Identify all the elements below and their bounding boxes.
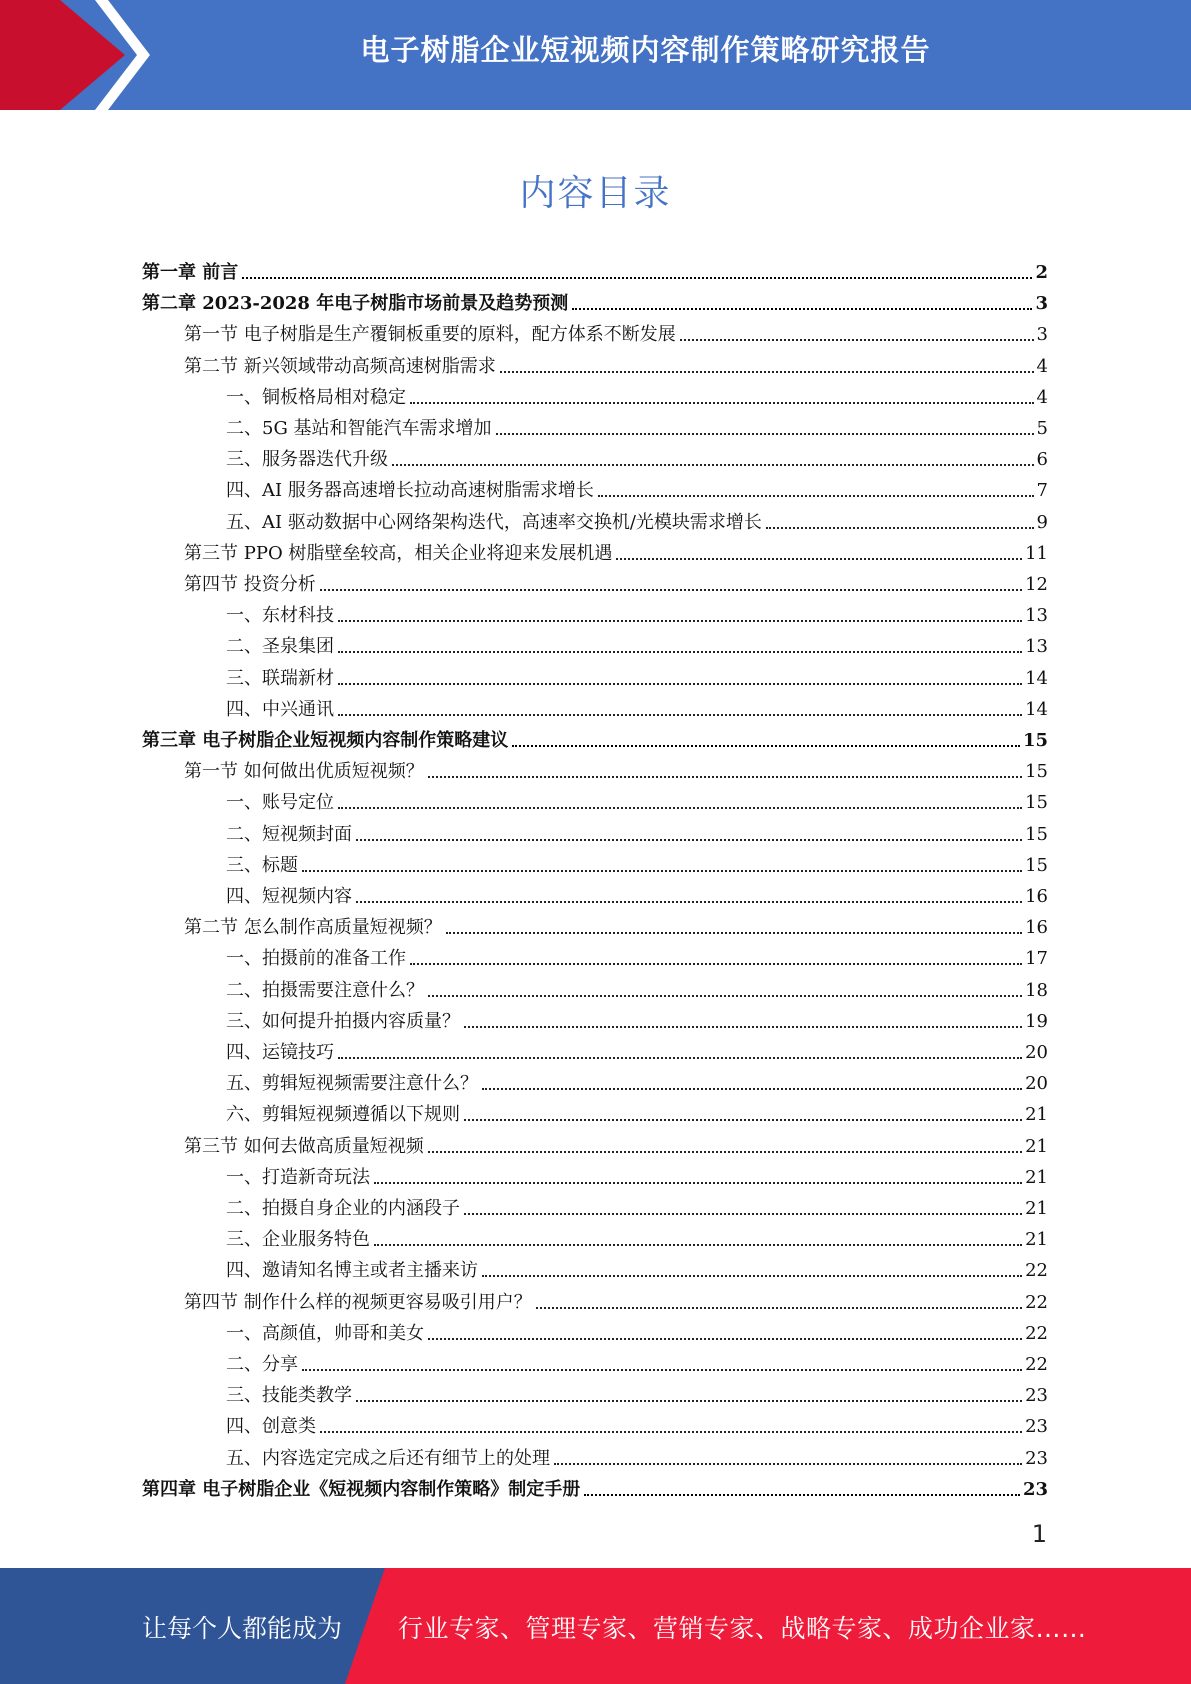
toc-entry-page: 19 [1025,1010,1048,1032]
toc-entry-page: 22 [1025,1322,1048,1344]
toc-entry-page: 13 [1025,636,1048,658]
toc-entry[interactable] [226,1251,1048,1282]
toc-leader-dots [464,1119,1022,1121]
toc-entry[interactable] [226,503,1048,534]
toc-entry[interactable] [226,409,1048,440]
toc-entry-page: 23 [1025,1447,1048,1469]
toc-entry-title: 第一节 如何做出优质短视频？ [184,761,424,783]
toc-leader-dots [242,277,1032,279]
toc-entry[interactable] [184,908,1048,939]
toc-leader-dots [338,807,1022,809]
toc-entry[interactable] [142,284,1048,315]
toc-entry-title: 五、剪辑短视频需要注意什么？ [226,1073,478,1095]
toc-leader-dots [338,1057,1022,1059]
toc-entry[interactable] [226,378,1048,409]
toc-entry-page: 21 [1025,1104,1048,1126]
toc-entry[interactable] [226,971,1048,1002]
toc-entry-page: 20 [1025,1042,1048,1063]
toc-entry-title: 二、分享 [226,1354,298,1375]
toc-entry[interactable] [226,815,1048,846]
toc-leader-dots [338,620,1022,622]
toc-entry-title: 一、铜板格局相对稳定 [226,386,406,408]
toc-entry-page: 18 [1025,979,1048,1001]
toc-entry-title: 二、圣泉集团 [226,636,334,658]
toc-entry-page: 15 [1025,854,1048,876]
toc-entry-page: 15 [1022,730,1048,751]
toc-entry-page: 20 [1025,1073,1048,1095]
toc-entry-title: 六、剪辑短视频遵循以下规则 [226,1104,460,1126]
toc-entry[interactable] [142,1470,1048,1501]
toc-entry-title: 四、AI 服务器高速增长拉动高速树脂需求增长 [226,480,594,502]
toc-entry-page: 23 [1025,1385,1048,1407]
toc-entry[interactable] [184,565,1048,596]
toc-entry[interactable] [226,783,1048,814]
toc-entry[interactable] [226,1189,1048,1220]
toc-entry[interactable] [184,347,1048,378]
toc-entry-page: 22 [1025,1354,1048,1375]
toc-entry-title: 第一章 前言 [142,262,239,283]
toc-entry-title: 三、服务器迭代升级 [226,449,388,471]
toc-entry-page: 9 [1036,511,1048,533]
toc-leader-dots [356,1400,1022,1402]
toc-entry[interactable] [226,1407,1048,1438]
toc-leader-dots [482,1088,1022,1090]
footer-slogan-left: 让每个人都能成为 [142,1614,343,1643]
toc-leader-dots [464,1213,1022,1215]
toc-entry[interactable] [226,1158,1048,1189]
toc-entry[interactable] [226,440,1048,471]
toc-entry-page: 4 [1036,386,1048,408]
toc-leader-dots [496,433,1034,435]
toc-entry[interactable] [226,1033,1048,1064]
toc-leader-dots [410,402,1034,404]
toc-entry-page: 21 [1025,1135,1048,1157]
toc-entry[interactable] [226,1314,1048,1345]
page-number: 1 [1031,1520,1047,1548]
toc-entry-title: 四、创意类 [226,1416,316,1438]
toc-entry-title: 一、高颜值，帅哥和美女 [226,1322,424,1344]
toc-leader-dots [320,589,1022,591]
toc-entry[interactable] [226,1002,1048,1033]
toc-entry-page: 23 [1025,1416,1048,1438]
toc-leader-dots [572,308,1032,310]
toc-entry-page: 3 [1036,324,1048,346]
toc-leader-dots [598,495,1034,497]
toc-entry[interactable] [226,1220,1048,1251]
toc-entry-page: 3 [1035,293,1048,315]
toc-entry[interactable] [226,1439,1048,1470]
toc-entry-title: 四、邀请知名博主或者主播来访 [226,1260,478,1282]
toc-leader-dots [338,651,1022,653]
toc-entry[interactable] [184,1283,1048,1314]
toc-entry-title: 二、拍摄自身企业的内涵段子 [226,1198,460,1219]
toc-entry-title: 第四章 电子树脂企业《短视频内容制作策略》制定手册 [142,1478,581,1500]
toc-entry-page: 16 [1025,917,1048,939]
toc-entry-title: 第四节 制作什么样的视频更容易吸引用户？ [184,1291,532,1313]
toc-entry-page: 21 [1025,1166,1048,1188]
toc-leader-dots [356,901,1022,903]
toc-leader-dots [356,839,1022,841]
toc-entry-title: 四、运镜技巧 [226,1042,334,1063]
toc-entry-title: 二、短视频封面 [226,823,352,845]
toc-entry[interactable] [226,1376,1048,1407]
toc-leader-dots [410,963,1022,965]
toc-entry-title: 第四节 投资分析 [184,574,316,595]
toc-entry-title: 第三章 电子树脂企业短视频内容制作策略建议 [142,730,509,751]
toc-entry[interactable] [226,690,1048,721]
toc-entry-page: 14 [1025,698,1048,720]
toc-entry-page: 21 [1025,1198,1048,1219]
toc-entry-title: 一、账号定位 [226,792,334,814]
toc-leader-dots [616,558,1022,560]
toc-entry-page: 15 [1025,823,1048,845]
toc-entry-page: 14 [1025,667,1048,689]
toc-entry-title: 第三节 PPO 树脂壁垒较高，相关企业将迎来发展机遇 [184,542,613,564]
toc-entry[interactable] [226,627,1048,658]
toc-entry-page: 15 [1025,792,1048,814]
toc-entry[interactable] [226,846,1048,877]
toc-entry-title: 五、内容选定完成之后还有细节上的处理 [226,1447,550,1469]
toc-entry-title: 第二节 新兴领域带动高频高速树脂需求 [184,355,496,377]
toc-leader-dots [338,683,1022,685]
toc-entry[interactable] [226,1095,1048,1126]
toc-leader-dots [320,1431,1022,1433]
toc-entry-title: 二、5G 基站和智能汽车需求增加 [226,418,492,439]
toc-leader-dots [428,1151,1022,1153]
toc-leader-dots [338,714,1022,716]
toc-entry[interactable] [226,596,1048,627]
toc-leader-dots [428,776,1022,778]
toc-entry-page: 12 [1025,574,1048,595]
toc-entry-page: 23 [1022,1478,1048,1500]
toc-leader-dots [374,1182,1022,1184]
toc-leader-dots [428,995,1022,997]
toc-entry-title: 三、联瑞新材 [226,667,334,689]
toc-entry-page: 4 [1036,355,1048,377]
toc-entry[interactable] [184,1127,1048,1158]
toc-entry-title: 三、技能类教学 [226,1385,352,1407]
toc-leader-dots [302,1369,1022,1371]
toc-entry-page: 5 [1036,418,1048,439]
toc-entry[interactable] [142,721,1048,752]
toc-leader-dots [374,1244,1022,1246]
toc-entry-page: 11 [1025,542,1048,564]
toc-entry-page: 13 [1025,605,1048,627]
toc-entry[interactable] [226,1345,1048,1376]
toc-entry[interactable] [184,315,1048,346]
toc-entry-page: 17 [1025,948,1048,970]
footer-banner [0,1568,1191,1684]
toc-entry-page: 2 [1035,262,1048,283]
header-banner [0,0,1191,110]
toc-entry-page: 22 [1025,1291,1048,1313]
toc-entry-page: 21 [1025,1229,1048,1251]
report-title: 电子树脂企业短视频内容制作策略研究报告 [360,33,931,67]
toc-entry-title: 三、如何提升拍摄内容质量？ [226,1010,460,1032]
toc-entry-title: 四、短视频内容 [226,886,352,907]
toc-entry-title: 一、东材科技 [226,605,334,627]
toc-entry-page: 22 [1025,1260,1048,1282]
toc-entry-page: 16 [1025,886,1048,907]
toc-leader-dots [554,1463,1022,1465]
toc-entry[interactable] [226,877,1048,908]
toc-leader-dots [536,1307,1022,1309]
toc-entry-page: 6 [1036,449,1048,471]
toc-entry-page: 7 [1036,480,1048,502]
toc-leader-dots [766,527,1034,529]
toc-entry-title: 一、打造新奇玩法 [226,1166,370,1188]
toc-entry-title: 二、拍摄需要注意什么？ [226,979,424,1001]
toc-entry-title: 三、标题 [226,854,298,876]
toc-leader-dots [680,339,1034,341]
footer-slogan-right: 行业专家、管理专家、营销专家、战略专家、成功企业家…… [398,1614,1087,1643]
toc-leader-dots [392,464,1034,466]
toc-entry[interactable] [226,471,1048,502]
toc-entry-title: 第二节 怎么制作高质量短视频？ [184,917,442,939]
toc-heading: 内容目录 [519,173,672,214]
toc-leader-dots [464,1026,1022,1028]
toc-leader-dots [302,870,1022,872]
toc-entry-title: 第二章 2023-2028 年电子树脂市场前景及趋势预测 [142,293,569,315]
toc-leader-dots [512,745,1020,747]
toc-leader-dots [500,371,1034,373]
toc-entry[interactable] [184,534,1048,565]
toc-entry[interactable] [184,752,1048,783]
toc-leader-dots [446,932,1022,934]
toc-entry-title: 一、拍摄前的准备工作 [226,948,406,970]
toc-entry-title: 第三节 如何去做高质量短视频 [184,1135,424,1157]
toc-entry-title: 三、企业服务特色 [226,1229,370,1251]
toc-entry[interactable] [142,253,1048,284]
toc-leader-dots [482,1275,1022,1277]
toc-entry[interactable] [226,659,1048,690]
toc-entry[interactable] [226,939,1048,970]
toc-entry[interactable] [226,1064,1048,1095]
toc-entry-title: 第一节 电子树脂是生产覆铜板重要的原料，配方体系不断发展 [184,324,676,346]
toc-entry-title: 四、中兴通讯 [226,698,334,720]
toc-entry-page: 15 [1025,761,1048,783]
toc-leader-dots [428,1338,1022,1340]
toc-entry-title: 五、AI 驱动数据中心网络架构迭代，高速率交换机/光模块需求增长 [226,511,762,533]
toc-leader-dots [584,1494,1020,1496]
